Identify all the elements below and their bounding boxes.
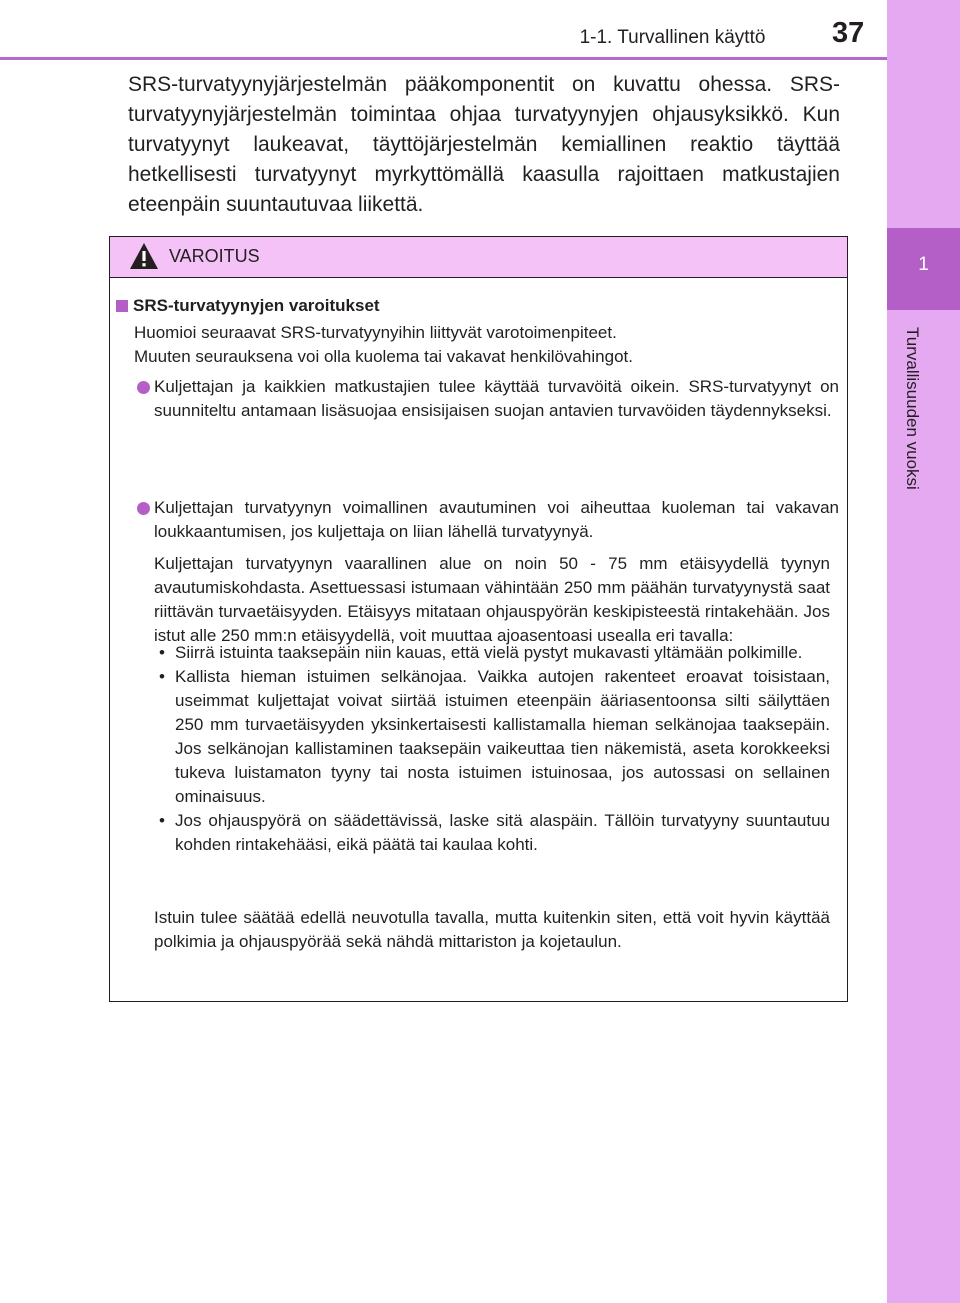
bullet-item-2: Kuljettajan turvatyynyn voimallinen avautuminen voi aiheuttaa kuoleman tai vakavan loukkaantumisen, jos kuljettaja on liian lähellä turvatyynyä. xyxy=(154,498,839,541)
lead-line-2: Muuten seurauksena voi olla kuolema tai vakavat henkilövahingot. xyxy=(134,347,633,366)
bullet-item-1: Kuljettajan ja kaikkien matkustajien tulee käyttää turvavöitä oikein. SRS-turvatyynyt on suunniteltu antamaan lisäsuojaa ensisijaisen suojan antavien turvavöiden täydennykseksi. xyxy=(154,377,839,420)
list-item: • Kallista hieman istuimen selkänojaa. Vaikka autojen rakenteet eroavat toisistaan, useimmat kuljettajat voivat siirtää istuimen eteenpäin ääriasentoonsa silti säilyttäen 250 mm turvaetäisyyden yksinkertaisesti kallistamalla hieman selkänojaa taaksepäin. Jos selkänojan kallistaminen taaksepäin vaikeuttaa tien näkemistä, aseta korokkeeksi tukeva luistamaton tyyny tai nosta istuimen istuinosaa, jos autossasi on sellainen ominaisuus. xyxy=(159,667,830,806)
round-bullet-icon xyxy=(137,502,150,515)
section-header: 1-1. Turvallinen käyttö xyxy=(579,27,766,48)
intro-paragraph: SRS-turvatyynyjärjestelmän pääkomponentit on kuvattu ohessa. SRS-turvatyynyjärjestelmän toimintaa ohjaa turvatyynyjen ohjausyksikkö. Kun turvatyynyt laukeavat, täyttöjärjestelmän kemiallinen reaktio täyttää hetkellisesti turvatyynyt myrkyttömällä kaasulla rajoittaen matkustajien eteenpäin suuntautuvaa liikettä. xyxy=(128,73,840,216)
round-bullet-icon xyxy=(137,381,150,394)
lead-line-1: Huomioi seuraavat SRS-turvatyynyihin liittyvät varotoimenpiteet. xyxy=(134,323,617,342)
warning-header xyxy=(110,237,847,278)
list-item: • Jos ohjauspyörä on säädettävissä, laske sitä alaspäin. Tällöin turvatyyny suuntautuu kohden rintakehääsi, eikä päätä tai kaulaa kohti. xyxy=(159,811,830,854)
warning-title: VAROITUS xyxy=(169,246,260,266)
list-item: • Siirrä istuinta taaksepäin niin kauas, että vielä pystyt mukavasti yltämään polkimille. xyxy=(159,643,803,662)
detail-paragraph: Kuljettajan turvatyynyn vaarallinen alue on noin 50 - 75 mm etäisyydellä tyynyn avautumiskohdasta. Asettuessasi istumaan vähintään 250 mm päähän turvatyynystä saat riittävän turvaetäisyyden. Etäisyys mitataan ohjauspyörän keskipisteestä rintakehään. Jos istut alle 250 mm:n etäisyydellä, voit muuttaa ajoasentoasi usealla eri tavalla: xyxy=(154,554,830,645)
chapter-label: Turvallisuuden vuoksi xyxy=(903,327,922,490)
side-tab xyxy=(887,0,960,1303)
warning-section-title xyxy=(116,294,380,318)
adjustment-list xyxy=(154,641,830,857)
square-bullet-icon xyxy=(116,300,128,312)
page-number: 37 xyxy=(832,17,865,49)
warning-triangle-icon xyxy=(129,242,159,270)
chapter-number: 1 xyxy=(918,254,929,275)
closing-paragraph: Istuin tulee säätää edellä neuvotulla tavalla, mutta kuitenkin siten, että voit hyvin käyttää polkimia ja ohjauspyörää sekä nähdä mittariston ja kojetaulun. xyxy=(154,908,830,951)
header-rule xyxy=(0,57,887,60)
warning-section-title-text: SRS-turvatyynyjen varoitukset xyxy=(133,296,380,315)
warning-box xyxy=(109,236,848,1002)
